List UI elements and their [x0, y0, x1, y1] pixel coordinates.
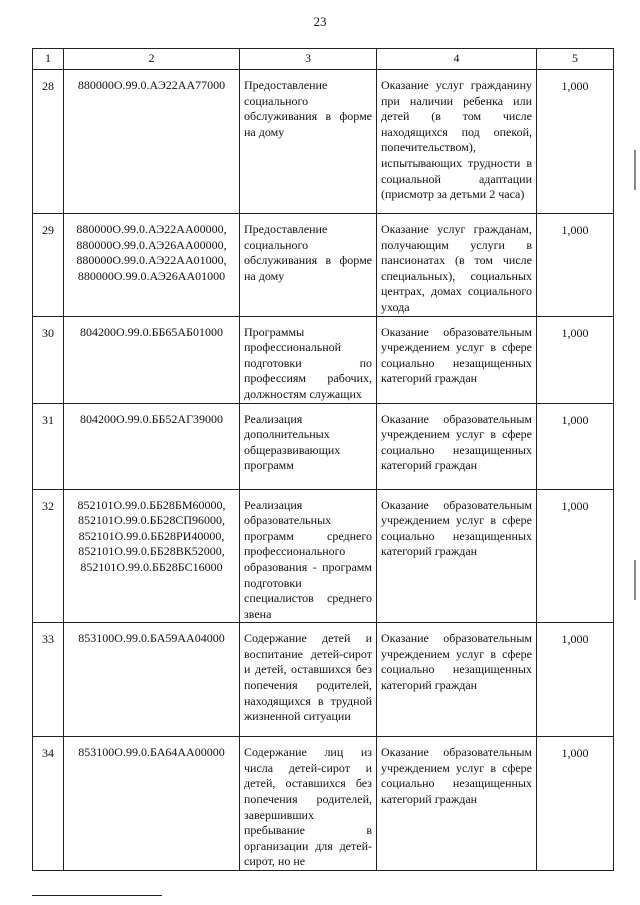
classifier-codes	[64, 70, 240, 214]
coefficient-value: 1,000	[537, 214, 614, 317]
classifier-code: 852101О.99.0.ББ28БС16000	[80, 559, 223, 574]
table-row	[33, 214, 614, 317]
row-number: 29	[33, 214, 64, 317]
service-name: Содержание детей и воспитание детей-сирот и детей, оставшихся без попечения родителей, находящихся в трудной жизненной ситуации	[240, 623, 377, 737]
classifier-code: 880000О.99.0.АЭ26АА01000	[77, 268, 226, 283]
classifier-code: 853100О.99.0.БА59АА04000	[78, 631, 225, 646]
classifier-codes	[64, 316, 240, 403]
column-header-1: 1	[33, 49, 64, 70]
classifier-code: 880000О.99.0.АЭ22АА77000	[77, 78, 226, 92]
classifier-code: 852101О.99.0.ББ28СП96000,	[77, 513, 226, 528]
scan-edge-mark	[634, 150, 636, 190]
table-row	[33, 489, 614, 623]
classifier-codes	[64, 214, 240, 317]
classifier-code: 853100О.99.0.БА64АА00000	[78, 745, 225, 760]
column-header-5: 5	[537, 49, 614, 70]
row-number: 34	[33, 737, 64, 871]
service-name: Предоставление социального обслуживания в форме на дому	[240, 214, 377, 317]
classifier-code: 880000О.99.0.АЭ26АА00000,	[76, 237, 227, 252]
classifier-codes	[64, 623, 240, 737]
coefficient-value: 1,000	[537, 623, 614, 737]
service-description: Оказание образовательным учреждением услуг в сфере социально незащищенных категорий граждан	[377, 623, 537, 737]
table-row	[33, 737, 614, 871]
service-description: Оказание услуг гражданину при наличии ребенка или детей (в том числе находящихся под опекой, попечительством), испытывающих трудности в социальной адаптации (присмотр за детьми 2 часа)	[377, 70, 537, 214]
coefficient-value: 1,000	[537, 316, 614, 403]
service-description: Оказание образовательным учреждением услуг в сфере социально незащищенных категорий граждан	[377, 403, 537, 489]
row-number: 31	[33, 403, 64, 489]
classifier-code: 804200О.99.0.ББ65АБ01000	[79, 324, 223, 339]
services-table	[32, 48, 614, 871]
classifier-code: 880000О.99.0.АЭ22АА00000,	[76, 222, 227, 236]
service-name: Содержание лиц из числа детей-сирот и детей, оставшихся без попечения родителей, завершивших пребывание в организации для детей-сирот, но не	[240, 737, 377, 871]
service-name: Программы профессиональной подготовки по профессиям рабочих, должностям служащих	[240, 316, 377, 403]
classifier-codes	[64, 403, 240, 489]
footnote-rule	[32, 895, 162, 896]
column-header-4: 4	[377, 49, 537, 70]
table-row	[33, 70, 614, 214]
service-name: Реализация образовательных программ среднего профессионального образования - программ подготовки специалистов среднего звена	[240, 489, 377, 623]
classifier-codes	[64, 737, 240, 871]
row-number: 30	[33, 316, 64, 403]
coefficient-value: 1,000	[537, 403, 614, 489]
row-number: 28	[33, 70, 64, 214]
service-description: Оказание услуг гражданам, получающим услуги в пансионатах (в том числе специальных), социальных центрах, домах социального ухода	[377, 214, 537, 317]
coefficient-value: 1,000	[537, 737, 614, 871]
classifier-code: 880000О.99.0.АЭ22АА01000,	[76, 253, 227, 268]
table-row	[33, 316, 614, 403]
table-row	[33, 623, 614, 737]
row-number: 32	[33, 489, 64, 623]
column-header-2: 2	[64, 49, 240, 70]
service-name: Предоставление социального обслуживания в форме на дому	[240, 70, 377, 214]
classifier-code: 804200О.99.0.ББ52АГ39000	[79, 411, 224, 426]
classifier-code: 852101О.99.0.ББ28БМ60000,	[77, 497, 226, 512]
coefficient-value: 1,000	[537, 70, 614, 214]
service-description: Оказание образовательным учреждением услуг в сфере социально незащищенных категорий граждан	[377, 737, 537, 871]
service-name: Реализация дополнительных общеразвивающих программ	[240, 403, 377, 489]
service-description: Оказание образовательным учреждением услуг в сфере социально незащищенных категорий граждан	[377, 489, 537, 623]
coefficient-value: 1,000	[537, 489, 614, 623]
column-header-3: 3	[240, 49, 377, 70]
row-number: 33	[33, 623, 64, 737]
table-row	[33, 403, 614, 489]
classifier-code: 852101О.99.0.ББ28РИ40000,	[78, 528, 225, 543]
service-description: Оказание образовательным учреждением услуг в сфере социально незащищенных категорий граждан	[377, 316, 537, 403]
classifier-code: 852101О.99.0.ББ28ВК52000,	[78, 544, 225, 559]
page-number: 23	[313, 14, 327, 29]
header-row	[33, 49, 614, 70]
classifier-codes	[64, 489, 240, 623]
scan-edge-mark	[634, 560, 636, 600]
